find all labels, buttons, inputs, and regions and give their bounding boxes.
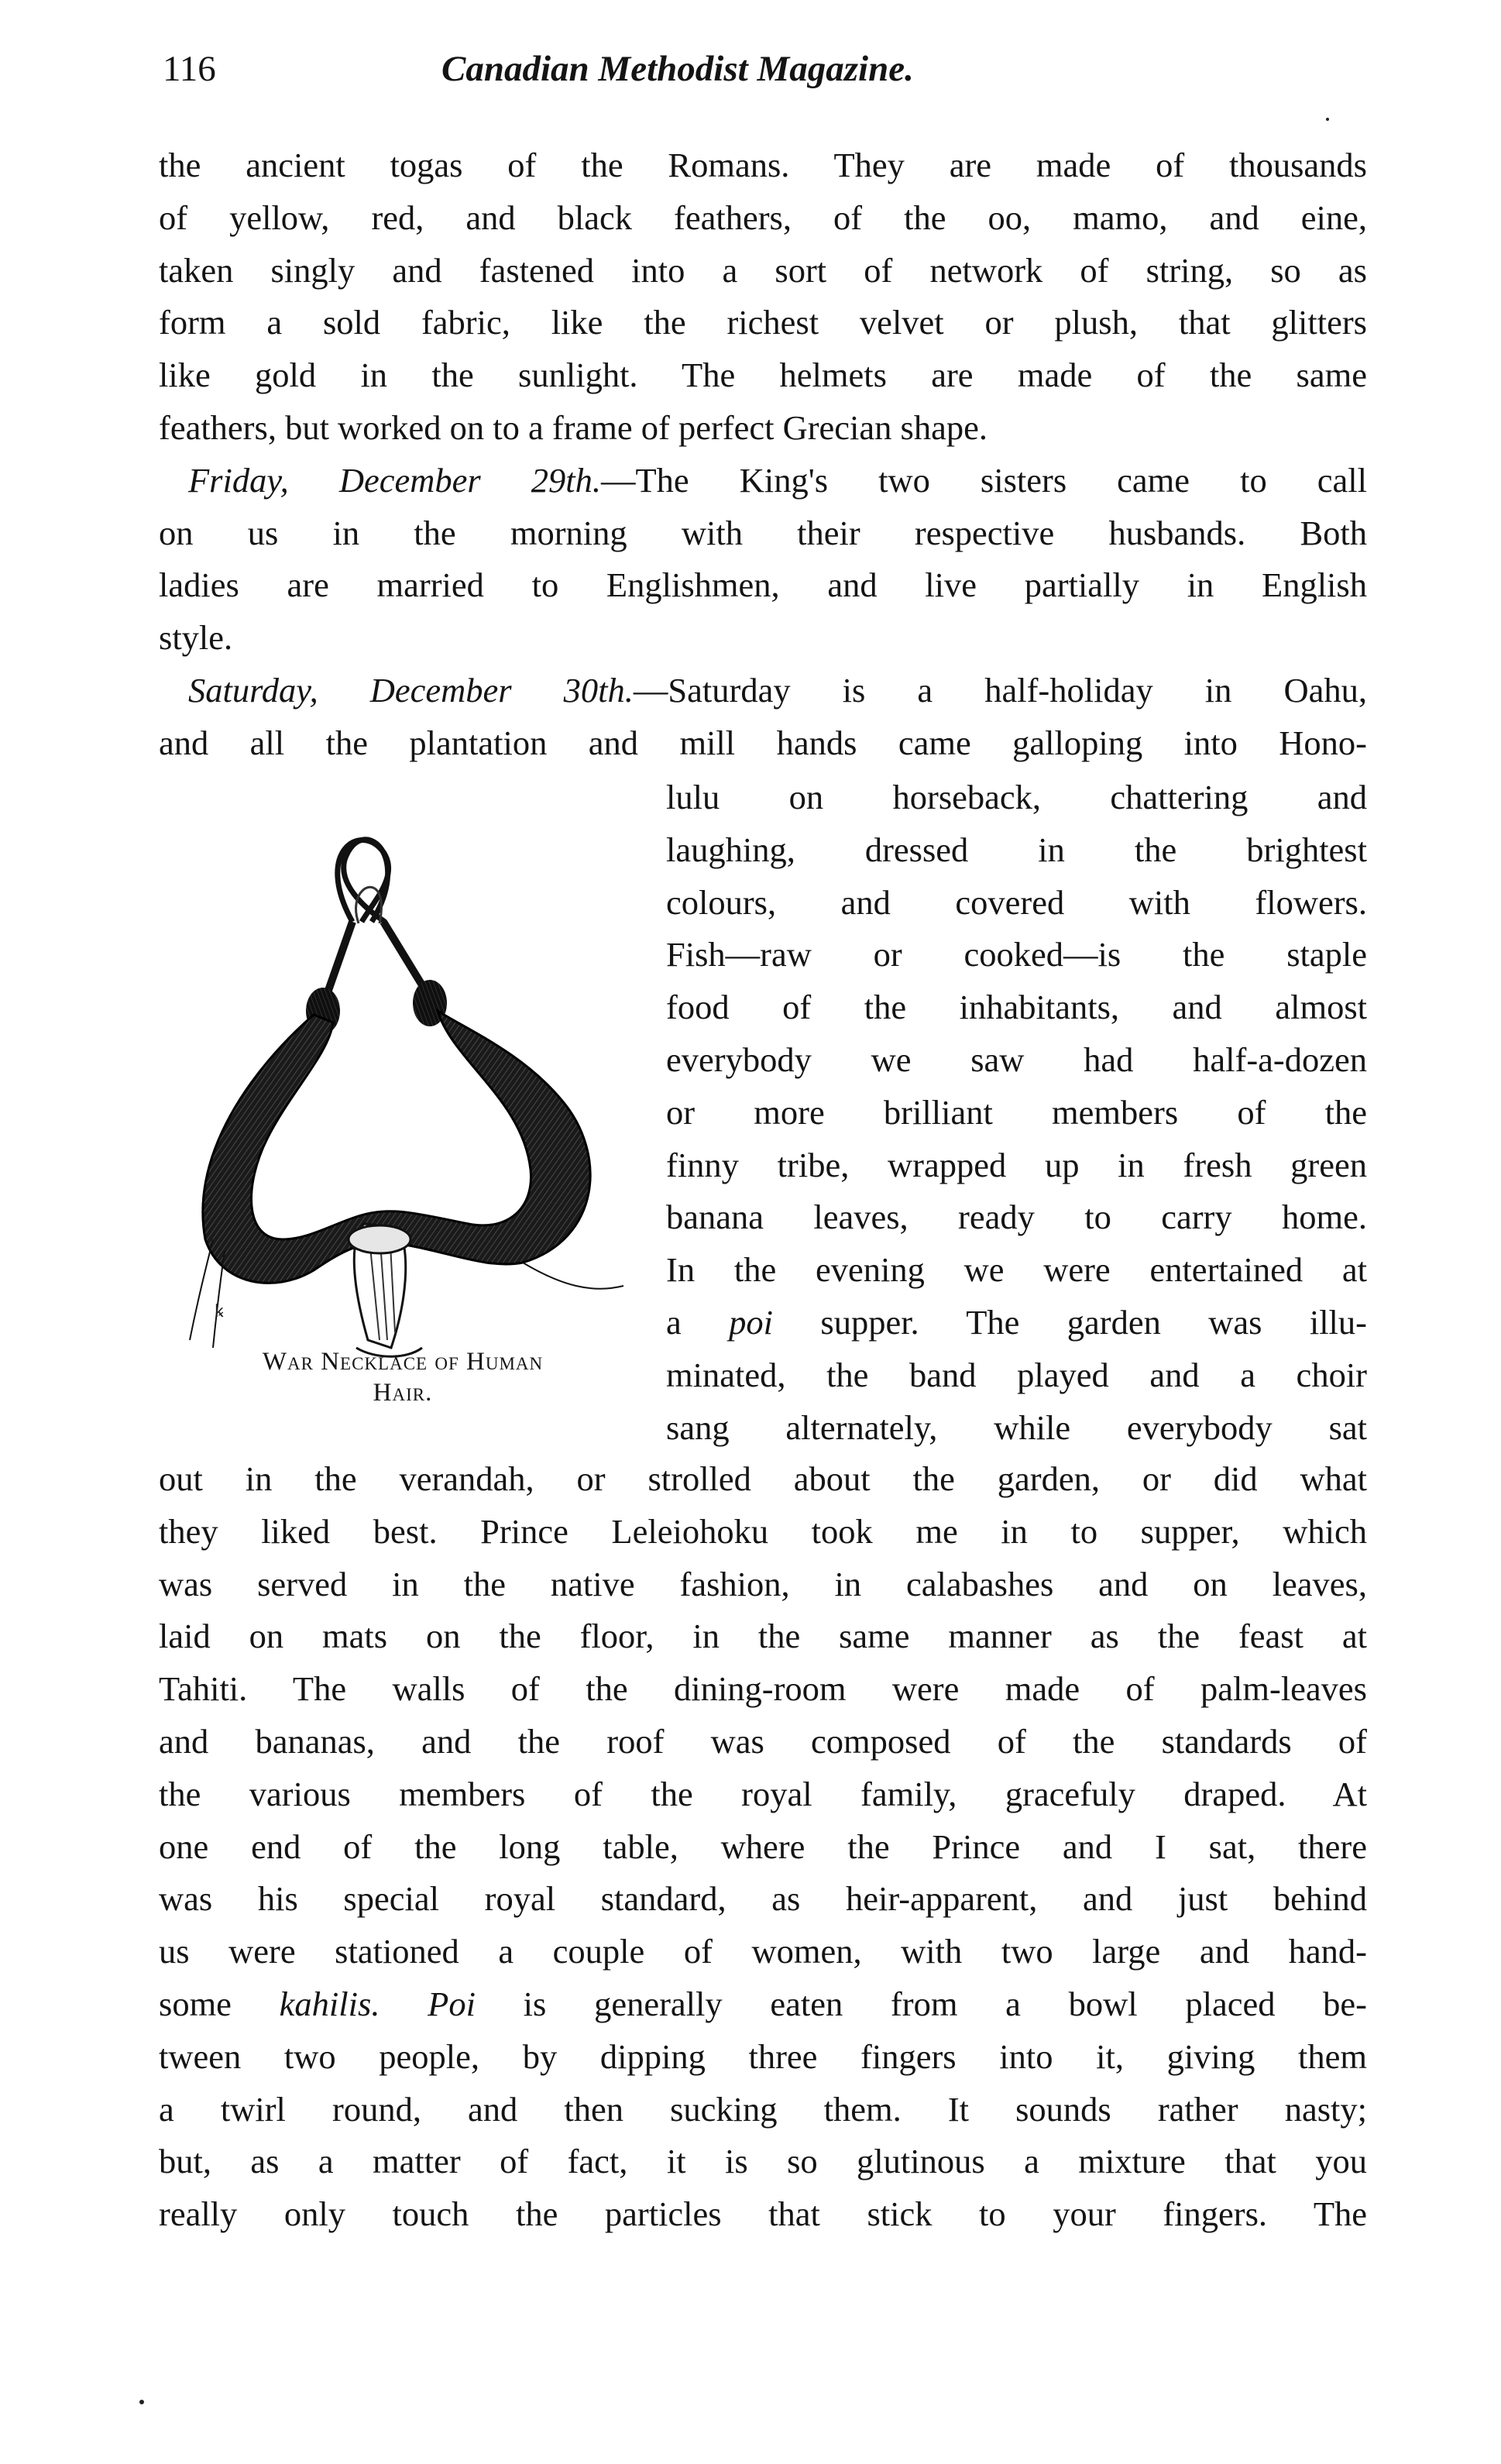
line-text: a: [666, 1302, 730, 1342]
caption-line: Hair.: [373, 1379, 433, 1407]
line-text: and bananas, and the roof was composed of the standards of: [159, 1721, 1367, 1761]
necklace-illustration: [159, 806, 647, 1371]
line-text: tween two people, by dipping three fingers into it, giving them: [159, 2036, 1367, 2076]
text-line: [666, 1244, 1367, 1297]
text-line: [666, 1297, 1367, 1349]
running-head: Canadian Methodist Magazine.: [441, 49, 914, 89]
hair-necklace-image: [159, 806, 647, 1363]
diary-date-friday: Friday, December 29th.: [188, 460, 601, 500]
line-text: finny tribe, wrapped up in fresh green: [666, 1145, 1367, 1184]
text-line: [666, 772, 1367, 824]
text-line: [159, 139, 1367, 192]
line-text: really only touch the particles that stick to your fingers. The: [159, 2194, 1367, 2234]
line-text: they liked best. Prince Leleiohoku took me in to supper, which: [159, 1511, 1367, 1551]
line-text: ladies are married to Englishmen, and live partially in English: [159, 565, 1367, 605]
body-text-wrapped: [666, 772, 1367, 1454]
italic-word: Poi: [428, 1984, 476, 2023]
italic-word: poi: [729, 1302, 773, 1342]
line-text: food of the inhabitants, and almost: [666, 988, 1367, 1027]
text-line: [159, 1558, 1367, 1611]
text-line-saturday: [159, 665, 1367, 717]
text-line: [159, 1506, 1367, 1558]
text-line: [666, 929, 1367, 981]
line-text: on us in the morning with their respective husbands. Both: [159, 513, 1367, 552]
text-line: [159, 192, 1367, 245]
text-line: [159, 1821, 1367, 1874]
text-line: [159, 507, 1367, 560]
text-line: [159, 2084, 1367, 2136]
text-line: [666, 981, 1367, 1034]
print-speck: [1326, 118, 1329, 121]
line-text: supper. The garden was illu-: [773, 1302, 1367, 1342]
body-text-bottom: [159, 1453, 1367, 2241]
body-text-top: [159, 139, 1367, 770]
page-header: [163, 48, 1371, 110]
line-text: Tahiti. The walls of the dining-room were made of palm-leaves: [159, 1669, 1367, 1709]
line-text: was his special royal standard, as heir-apparent, and just behind: [159, 1879, 1367, 1919]
line-text: laughing, dressed in the brightest: [666, 830, 1367, 869]
line-text: colours, and covered with flowers.: [666, 882, 1367, 922]
line-text: us were stationed a couple of women, with two large and hand-: [159, 1932, 1367, 1971]
text-line: [159, 1453, 1367, 1506]
text-line: [666, 877, 1367, 930]
figure-caption: [159, 1346, 647, 1408]
line-text: Fish—raw or cooked—is the staple: [666, 935, 1367, 974]
text-line: [159, 1768, 1367, 1821]
text-line: [159, 1926, 1367, 1978]
line-text: laid on mats on the floor, in the same manner as the feast at: [159, 1617, 1367, 1656]
text-line: [159, 1873, 1367, 1926]
text-line: [159, 2188, 1367, 2241]
line-text: lulu on horseback, chattering and: [666, 778, 1367, 816]
line-text: the ancient togas of the Romans. They are made of thousands: [159, 146, 1367, 184]
text-line: [159, 1716, 1367, 1768]
text-line-friday: [159, 455, 1367, 507]
text-line: [666, 1402, 1367, 1455]
text-line: [666, 1191, 1367, 1244]
text-line: [666, 1139, 1367, 1192]
text-line: [159, 2136, 1367, 2188]
line-text: like gold in the sunlight. The helmets are made of the same: [159, 356, 1367, 395]
text-line: [159, 559, 1367, 612]
line-text: sang alternately, while everybody sat: [666, 1407, 1367, 1447]
line-text: [380, 1985, 428, 2023]
line-text: the various members of the royal family, gracefuly draped. At: [159, 1774, 1367, 1813]
text-line: [159, 349, 1367, 402]
text-line: [159, 612, 1367, 665]
line-text: and all the plantation and mill hands came galloping into Hono-: [159, 723, 1367, 762]
text-line: [159, 1663, 1367, 1716]
page-number: 116: [163, 49, 216, 89]
text-line: [666, 824, 1367, 877]
text-line: [666, 1349, 1367, 1402]
line-text: banana leaves, ready to carry home.: [666, 1198, 1367, 1237]
line-text: —Saturday is a half-holiday in Oahu,: [633, 670, 1367, 710]
line-text: some: [159, 1984, 280, 2023]
line-text: a twirl round, and then sucking them. It sounds rather nasty;: [159, 2089, 1367, 2129]
line-text: everybody we saw had half-a-dozen: [666, 1040, 1367, 1079]
text-line: [159, 1610, 1367, 1663]
line-text: of yellow, red, and black feathers, of the oo, mamo, and eine,: [159, 198, 1367, 237]
line-text: or more brilliant members of the: [666, 1092, 1367, 1132]
text-line: [159, 1978, 1367, 2031]
text-line: [159, 717, 1367, 770]
text-line: [666, 1034, 1367, 1087]
line-text: taken singly and fastened into a sort of network of string, so as: [159, 250, 1367, 290]
diary-date-saturday: Saturday, December 30th.: [188, 670, 634, 710]
text-line: [666, 1087, 1367, 1139]
line-text: In the evening we were entertained at: [666, 1250, 1367, 1290]
line-text: minated, the band played and a choir: [666, 1355, 1367, 1394]
text-line: [159, 2031, 1367, 2084]
line-text: is generally eaten from a bowl placed be-: [475, 1984, 1367, 2023]
text-line: [159, 297, 1367, 349]
line-text: one end of the long table, where the Prince and I sat, there: [159, 1827, 1367, 1866]
print-speck: [139, 2400, 144, 2404]
caption-line: War Necklace of Human: [262, 1348, 544, 1376]
line-text: —The King's two sisters came to call: [600, 460, 1367, 500]
italic-word: kahilis.: [279, 1984, 380, 2023]
line-text: form a sold fabric, like the richest velvet or plush, that glitters: [159, 303, 1367, 342]
line-text: but, as a matter of fact, it is so glutinous a mixture that you: [159, 2142, 1367, 2181]
line-text: was served in the native fashion, in calabashes and on leaves,: [159, 1564, 1367, 1603]
line-text: feathers, but worked on to a frame of perfect Grecian shape.: [159, 407, 988, 447]
text-line: [159, 245, 1367, 297]
text-line: [159, 402, 1367, 455]
line-text: out in the verandah, or strolled about the garden, or did what: [159, 1459, 1367, 1498]
line-text: style.: [159, 618, 233, 658]
svg-text:ꝃ: ꝃ: [215, 1301, 224, 1321]
